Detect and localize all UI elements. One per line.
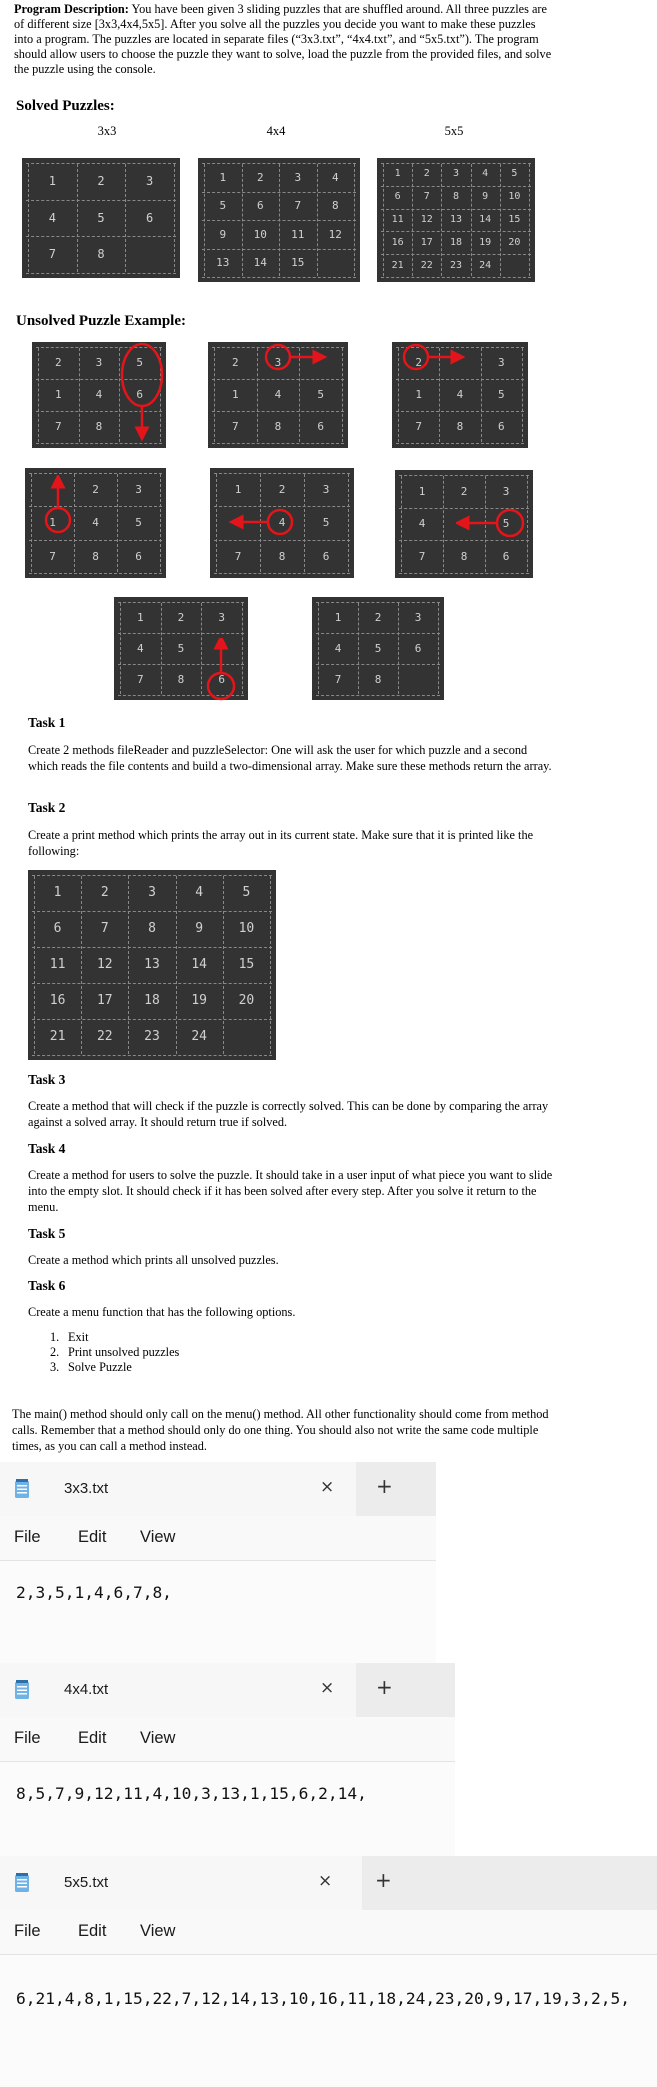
menu-bar [0,1516,436,1560]
grid-row-separator [381,277,531,278]
puzzle-tile: 23 [144,1029,160,1045]
grid-row-separator [32,1019,272,1020]
grid-row-separator [399,540,529,541]
grid-row-separator [36,443,162,444]
puzzle-tile: 4 [482,168,489,180]
puzzle-tile: 5 [511,168,518,180]
puzzle-tile: 17 [96,993,113,1009]
grid-row-separator [118,602,244,603]
task-3-title: Task 3 [28,1072,66,1087]
puzzle-tile: 1 [219,170,227,184]
puzzle-tile: 23 [449,259,462,271]
puzzle-tile: 4 [456,388,464,402]
grid-row-separator [396,379,524,380]
puzzle-tile: 2 [256,170,264,184]
puzzle-tile: 6 [146,210,154,225]
puzzle-tile: 6 [135,549,142,563]
task-1-text: Create 2 methods fileReader and puzzleSelector: One will ask the user for which puzzle and a second which reads the file contents and build a two-dimensional array. Make sure these methods return the array. [28,743,552,773]
grid-column-separator [348,474,349,572]
close-tab-icon[interactable]: × [318,1871,333,1891]
puzzle-tile: 3 [146,174,154,189]
puzzle-tile: 8 [92,549,99,563]
task-4-title: Task 4 [28,1141,66,1156]
puzzle-tile: 10 [253,227,267,241]
puzzle-tile: 2 [415,356,422,370]
text-area[interactable] [0,1761,455,1868]
tab-bar [0,1856,657,1910]
description-text: You have been given 3 sliding puzzles that are shuffled around. All three puzzles are of different size [3x3,4x4,5x5]. After you solve all the puzzles you decide you want to make these puzzles into a program. The puzzles are located in separate files (“3x3.txt”, “4x4.txt”, and “5x5.txt”). The program should allow users to choose the puzzle they want to solve, load the puzzle from the provided files, and solve the puzzle using the console. [14,2,552,76]
grid-row-separator [118,633,244,634]
puzzle-tile: 10 [508,191,521,203]
puzzle-tile: 1 [234,483,242,497]
puzzle-tile: 2 [177,610,185,624]
puzzle-tile: 14 [253,256,267,270]
puzzle-tile: 24 [479,259,492,271]
task-3-text: Create a method that will check if the puzzle is correctly solved. This can be done by comparing the array against a solved array. It should return true if solved. [28,1099,549,1129]
description-label: Program Description: [14,2,129,16]
puzzle-tile: 7 [137,672,144,686]
grid-row-separator [316,633,440,634]
grid-column-separator [438,603,439,694]
grid-row-separator [212,443,344,444]
red-annotation-step-5 [226,507,306,537]
grid-column-separator [174,164,175,272]
puzzle-tile: 6 [317,420,324,434]
puzzle-tile: 4 [334,641,342,655]
puzzle-tile: 1 [418,484,426,498]
puzzle-tile: 5 [322,516,330,530]
menu-file[interactable]: File [14,1528,41,1546]
grid-row-separator [212,379,344,380]
puzzle-tile: 8 [460,550,468,564]
puzzle-tile: 1 [55,388,62,402]
menu-bar [0,1910,657,1954]
puzzle-tile: 4 [274,388,282,402]
grid-row-separator [26,163,176,164]
puzzle-tile: 2 [97,174,105,189]
grid-row-separator [32,983,272,984]
puzzle-tile: 6 [502,550,510,564]
puzzle-tile: 3 [294,170,302,184]
grid-row-separator [32,911,272,912]
grid-row-separator [396,443,524,444]
task-4-text: Create a method for users to solve the puzzle. It should take in a user input of what piece you want to slide into the empty slot. It should check if it has been solved after every step. After you solve it return to the menu. [28,1168,553,1214]
red-annotation-step-6 [456,508,532,538]
red-annotation-step-2 [258,342,328,372]
puzzle-tile: 1 [394,168,401,180]
puzzle-tile: 6 [394,191,401,203]
puzzle-tile: 7 [418,550,426,564]
grid-row-separator [212,411,344,412]
puzzle-tile: 16 [49,993,66,1009]
puzzle-tile: 8 [278,549,286,563]
menu-edit[interactable]: Edit [78,1729,107,1747]
puzzle-tile: 5 [135,516,142,530]
puzzle-tile: 13 [216,256,230,270]
menu-option: 1. Exit [50,1330,89,1344]
solved-puzzle-5x5 [377,158,535,282]
puzzle-tile: 6 [218,672,225,686]
puzzle-tile: 6 [498,420,505,434]
tab-5x5.txt[interactable] [0,1856,362,1910]
task-5-title: Task 5 [28,1226,66,1241]
puzzle-tile: 4 [278,516,286,530]
puzzle-tile: 2 [92,483,99,497]
puzzle-tile: 1 [53,885,62,901]
grid-row-separator [399,475,529,476]
program-description [14,2,554,77]
grid-row-separator [202,277,356,278]
red-annotation-step-4 [38,475,78,545]
grid-column-separator [342,348,343,442]
puzzle-tile: 17 [420,236,433,248]
file-content: 2,3,5,1,4,6,7,8, [16,1583,172,1602]
unsolved-heading: Unsolved Puzzle Example: [16,313,186,329]
puzzle-tile: 22 [96,1029,113,1045]
puzzle-tile: 7 [55,420,62,434]
puzzle-tile: 7 [100,921,109,937]
grid-row-separator [32,1055,272,1056]
puzzle-tile: 4 [418,517,426,531]
grid-row-separator [381,209,531,210]
puzzle-tile: 5 [317,388,324,402]
puzzle-tile: 5 [502,517,510,531]
notepad-icon [14,1479,30,1499]
grid-row-separator [214,573,350,574]
puzzle-tile: 4 [331,170,339,184]
puzzle-tile: 3 [414,610,422,624]
puzzle-tile: 5 [498,388,505,402]
puzzle-tile: 4 [48,210,56,225]
file-content: 8,5,7,9,12,11,4,10,3,13,1,15,6,2,14, [16,1784,367,1803]
tab-bar [0,1663,455,1717]
grid-column-separator [160,474,161,572]
menu-edit[interactable]: Edit [78,1922,107,1940]
puzzle-tile: 6 [136,388,143,402]
puzzle-tile: 3 [148,885,156,901]
grid-row-separator [381,186,531,187]
grid-row-separator [316,602,440,603]
menu-edit[interactable]: Edit [78,1528,107,1546]
puzzle-tile: 24 [191,1029,208,1045]
puzzle-tile: 6 [53,921,62,937]
notepad-icon [14,1680,30,1700]
puzzle-tile: 5 [242,885,251,901]
label-4x4: 4x4 [266,124,286,138]
puzzle-tile: 8 [95,420,103,434]
puzzle-tile: 19 [191,993,208,1009]
label-3x3: 3x3 [97,124,117,138]
grid-row-separator [29,573,162,574]
grid-row-separator [381,254,531,255]
notepad-icon [14,1873,30,1893]
grid-column-separator [354,164,355,276]
puzzle-tile: 7 [48,247,56,262]
label-5x5: 5x5 [444,124,464,138]
puzzle-tile: 3 [135,483,142,497]
puzzle-tile: 3 [452,168,459,180]
menu-file[interactable]: File [14,1729,41,1747]
puzzle-tile: 4 [137,641,144,655]
puzzle-tile: 1 [232,388,239,402]
puzzle-tile: 3 [498,356,505,370]
puzzle-tile: 15 [238,957,255,973]
task-6-title: Task 6 [28,1278,66,1293]
menu-options-list [50,1330,180,1375]
puzzle-tile: 2 [232,356,239,370]
new-tab-button[interactable]: + [376,1675,393,1699]
puzzle-tile: 11 [291,227,305,241]
puzzle-tile: 8 [331,199,339,213]
puzzle-tile: 3 [95,356,103,370]
puzzle-tile: 4 [95,388,103,402]
red-annotation-step-1 [118,342,168,442]
puzzle-tile: 6 [322,549,330,563]
menu-file[interactable]: File [14,1922,41,1940]
task-2-title: Task 2 [28,800,66,815]
puzzle-tile: 1 [137,610,144,624]
grid-column-separator [522,348,523,442]
puzzle-tile: 20 [508,236,521,248]
puzzle-tile: 5 [136,356,143,370]
grid-row-separator [32,875,272,876]
puzzle-tile: 5 [97,210,105,225]
puzzle-tile: 5 [374,641,382,655]
puzzle-tile: 2 [100,885,109,901]
puzzle-tile: 18 [144,993,160,1009]
puzzle-tile: 4 [195,885,204,901]
grid-row-separator [399,573,529,574]
unsolved-step-8 [312,597,444,700]
solved-heading: Solved Puzzles: [16,98,115,114]
puzzle-tile: 12 [328,227,342,241]
new-tab-button[interactable]: + [375,1868,392,1892]
puzzle-tile: 21 [391,259,404,271]
tab-title: 5x5.txt [64,1874,109,1891]
puzzle-tile: 8 [177,672,185,686]
puzzle-tile: 16 [391,236,404,248]
text-area[interactable] [0,1954,657,2087]
puzzle-tile: 21 [49,1029,66,1045]
tab-bar [0,1462,436,1516]
puzzle-tile: 12 [96,957,113,973]
menu-bar [0,1717,455,1761]
grid-row-separator [316,695,440,696]
grid-row-separator [26,200,176,201]
puzzle-tile: 2 [374,610,382,624]
puzzle-tile: 18 [449,236,462,248]
grid-row-separator [396,411,524,412]
puzzle-tile: 5 [219,199,227,213]
final-note: The main() method should only call on the menu() method. All other functionality should come from method calls. Remember that a method should only do one thing. You should also not write the same code multiple times, as you can call a method instead. [12,1407,549,1453]
new-tab-button[interactable]: + [376,1474,393,1498]
grid-row-separator [214,540,350,541]
tab-title: 3x3.txt [64,1480,109,1497]
puzzle-tile: 6 [256,199,264,213]
task-2-text: Create a print method which prints the array out in its current state. Make sure that it is printed like the following: [28,828,534,858]
grid-row-separator [32,947,272,948]
puzzle-tile: 22 [420,259,433,271]
puzzle-tile: 9 [482,191,489,203]
red-annotation-step-7 [204,638,244,704]
puzzle-tile: 7 [49,549,56,563]
puzzle-tile: 3 [274,356,282,370]
task-5-text: Create a method which prints all unsolved puzzles. [28,1253,279,1267]
puzzle-tile: 6 [414,641,422,655]
puzzle-tile: 7 [232,420,239,434]
puzzle-tile: 20 [238,993,255,1009]
close-tab-icon[interactable]: × [320,1477,335,1497]
puzzle-tile: 19 [479,236,492,248]
solved-puzzle-3x3 [22,158,180,278]
puzzle-tile: 12 [420,214,433,225]
close-tab-icon[interactable]: × [320,1678,335,1698]
puzzle-tile: 11 [49,957,66,973]
puzzle-tile: 7 [423,191,430,203]
menu-view[interactable]: View [140,1922,176,1940]
text-area[interactable] [0,1560,436,1669]
puzzle-tile: 10 [238,921,255,937]
grid-column-separator [270,876,271,1054]
puzzle-tile: 7 [415,420,422,434]
puzzle-tile: 7 [234,549,242,563]
red-annotation-step-3 [396,342,466,372]
puzzle-tile: 1 [48,174,56,189]
grid-column-separator [529,164,530,276]
puzzle-tile: 8 [97,247,105,262]
task-1-title: Task 1 [28,715,66,730]
puzzle-tile: 15 [291,256,305,270]
puzzle-tile: 1 [415,388,422,402]
puzzle-tile: 3 [322,483,330,497]
grid-row-separator [26,273,176,274]
puzzle-tile: 1 [49,516,56,530]
puzzle-tile: 2 [460,484,468,498]
puzzle-tile: 2 [423,168,430,180]
puzzle-tile: 2 [55,356,62,370]
grid-row-separator [214,473,350,474]
menu-view[interactable]: View [140,1729,176,1747]
puzzle-tile: 2 [278,483,286,497]
grid-row-separator [29,473,162,474]
puzzle-tile: 3 [218,610,225,624]
grid-row-separator [381,231,531,232]
tab-title: 4x4.txt [64,1681,109,1698]
print-example-5x5 [28,870,276,1060]
puzzle-tile: 3 [502,484,510,498]
puzzle-tile: 4 [92,516,99,530]
puzzle-tile: 1 [334,610,342,624]
puzzle-tile: 8 [452,191,459,203]
solved-puzzle-4x4 [198,158,360,282]
puzzle-tile: 13 [449,214,462,225]
puzzle-tile: 14 [191,957,208,973]
puzzle-tile: 7 [294,199,302,213]
puzzle-tile: 8 [274,420,282,434]
grid-row-separator [26,236,176,237]
puzzle-tile: 15 [508,214,521,225]
tab-4x4.txt[interactable] [0,1663,356,1717]
puzzle-tile: 5 [177,641,185,655]
grid-row-separator [316,664,440,665]
puzzle-tile: 9 [219,227,227,241]
menu-view[interactable]: View [140,1528,176,1546]
puzzle-tile: 9 [195,921,204,937]
grid-row-separator [381,163,531,164]
menu-option: 3. Solve Puzzle [50,1360,132,1374]
puzzle-tile: 8 [148,921,156,937]
puzzle-tile: 8 [374,672,382,686]
puzzle-tile: 11 [391,214,404,225]
puzzle-tile: 8 [456,420,464,434]
file-content: 6,21,4,8,1,15,22,7,12,14,13,10,16,11,18,24,23,20,9,17,19,3,2,5, [16,1989,630,2008]
puzzle-tile: 13 [144,957,160,973]
puzzle-tile: 7 [334,672,342,686]
menu-option: 2. Print unsolved puzzles [50,1345,180,1359]
task-6-text: Create a menu function that has the following options. [28,1305,296,1319]
tab-3x3.txt[interactable] [0,1462,356,1516]
puzzle-tile: 14 [479,214,492,225]
